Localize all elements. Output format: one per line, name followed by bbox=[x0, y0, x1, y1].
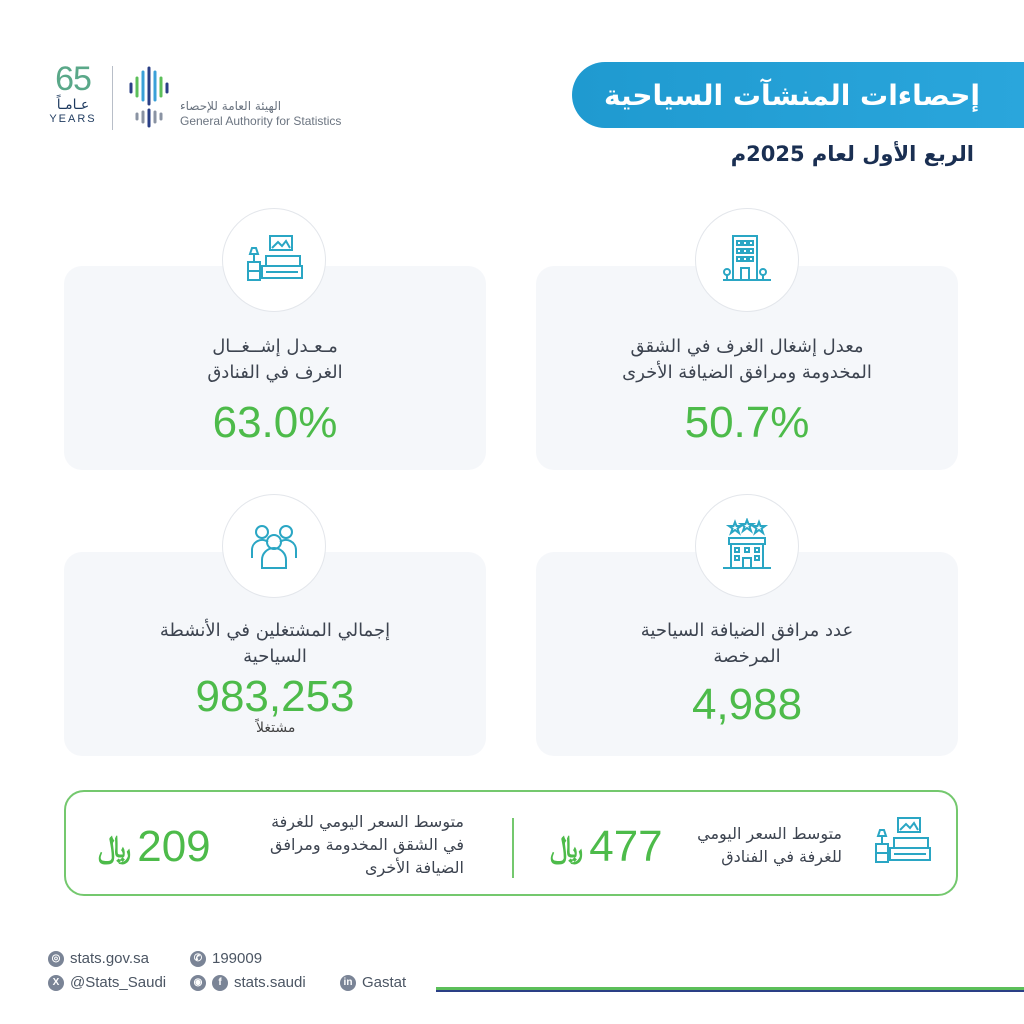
label-hotel-price bbox=[660, 822, 842, 868]
instagram-icon: ◉ bbox=[190, 975, 206, 991]
label-other-occupancy bbox=[556, 334, 938, 386]
linkedin-icon: in bbox=[340, 975, 356, 991]
unit-employees: مشتغلاً bbox=[256, 720, 296, 736]
label-employees bbox=[84, 618, 466, 670]
value-hotel-price bbox=[550, 822, 663, 872]
label-other-price bbox=[228, 810, 464, 879]
label-line: في الشقق المخدومة ومرافق bbox=[269, 835, 464, 854]
footer-social[interactable] bbox=[190, 974, 306, 991]
three-star-hotel-icon bbox=[719, 518, 775, 574]
value-other-occupancy: 50.7% bbox=[684, 398, 810, 447]
linkedin-text: Gastat bbox=[362, 974, 407, 991]
riyal-currency-icon: ﷼ bbox=[550, 829, 584, 865]
footer-accent-line bbox=[436, 990, 1024, 992]
phone-text: 199009 bbox=[212, 950, 263, 967]
footer-linkedin[interactable] bbox=[340, 974, 406, 991]
label-line: معدل إشغال الغرف في الشقق bbox=[630, 336, 864, 357]
hotel-room-bed-icon bbox=[872, 814, 932, 870]
label-line: المخدومة ومرافق الضيافة الأخرى bbox=[622, 362, 872, 383]
riyal-currency-icon: ﷼ bbox=[98, 829, 132, 865]
price-number: 209 bbox=[137, 822, 211, 871]
anniversary-number: 65 bbox=[55, 60, 91, 98]
label-line: إجمالي المشتغلين في الأنشطة bbox=[159, 620, 391, 641]
value-other-price bbox=[98, 822, 211, 872]
label-line: الضيافة الأخرى bbox=[364, 858, 464, 877]
facebook-icon: f bbox=[212, 975, 228, 991]
globe-icon: ◎ bbox=[48, 951, 64, 967]
gastat-logo-icon bbox=[124, 64, 174, 130]
icon-circle-hotel-room bbox=[222, 208, 326, 312]
website-text: stats.gov.sa bbox=[70, 950, 149, 967]
people-group-icon bbox=[246, 518, 302, 574]
apartment-building-icon bbox=[719, 232, 775, 288]
label-hotel-occupancy bbox=[84, 334, 466, 386]
icon-circle-apartment bbox=[695, 208, 799, 312]
label-line: المرخصة bbox=[713, 646, 781, 667]
price-number: 477 bbox=[589, 822, 663, 871]
x-twitter-icon: X bbox=[48, 975, 64, 991]
icon-circle-people bbox=[222, 494, 326, 598]
price-divider bbox=[512, 818, 514, 878]
hotel-room-bed-icon bbox=[244, 232, 304, 288]
label-line: متوسط السعر اليومي للغرفة bbox=[271, 812, 464, 831]
anniversary-english: YEARS bbox=[49, 113, 97, 125]
phone-icon: ✆ bbox=[190, 951, 206, 967]
label-line: الغرف في الفنادق bbox=[207, 362, 343, 383]
title-banner bbox=[572, 62, 1024, 128]
page-title: إحصاءات المنشآت السياحية bbox=[603, 78, 980, 112]
icon-circle-hotel-stars bbox=[695, 494, 799, 598]
footer-website[interactable] bbox=[48, 950, 149, 967]
value-hotel-occupancy: 63.0% bbox=[212, 398, 338, 447]
label-line: متوسط السعر اليومي bbox=[697, 824, 842, 843]
page-subtitle: الربع الأول لعام 2025م bbox=[730, 142, 974, 166]
label-licensed-facilities bbox=[556, 618, 938, 670]
footer-twitter[interactable] bbox=[48, 974, 166, 991]
logo-divider bbox=[112, 66, 113, 130]
twitter-text: @Stats_Saudi bbox=[70, 974, 167, 991]
label-line: للغرفة في الفنادق bbox=[721, 847, 842, 866]
label-line: السياحية bbox=[243, 646, 307, 667]
label-line: مـعـدل إشــغــال bbox=[212, 336, 338, 357]
anniversary-logo bbox=[44, 62, 102, 126]
footer-phone[interactable] bbox=[190, 950, 262, 967]
authority-name-ar: الهيئة العامة للإحصاء bbox=[180, 99, 282, 113]
authority-name bbox=[180, 98, 341, 129]
authority-name-en: General Authority for Statistics bbox=[180, 114, 342, 128]
anniversary-arabic: عـامـاً bbox=[56, 97, 90, 113]
value-employees: 983,253 bbox=[195, 672, 355, 721]
social-text: stats.saudi bbox=[234, 974, 306, 991]
value-licensed-facilities: 4,988 bbox=[691, 680, 803, 729]
label-line: عدد مرافق الضيافة السياحية bbox=[640, 620, 854, 641]
